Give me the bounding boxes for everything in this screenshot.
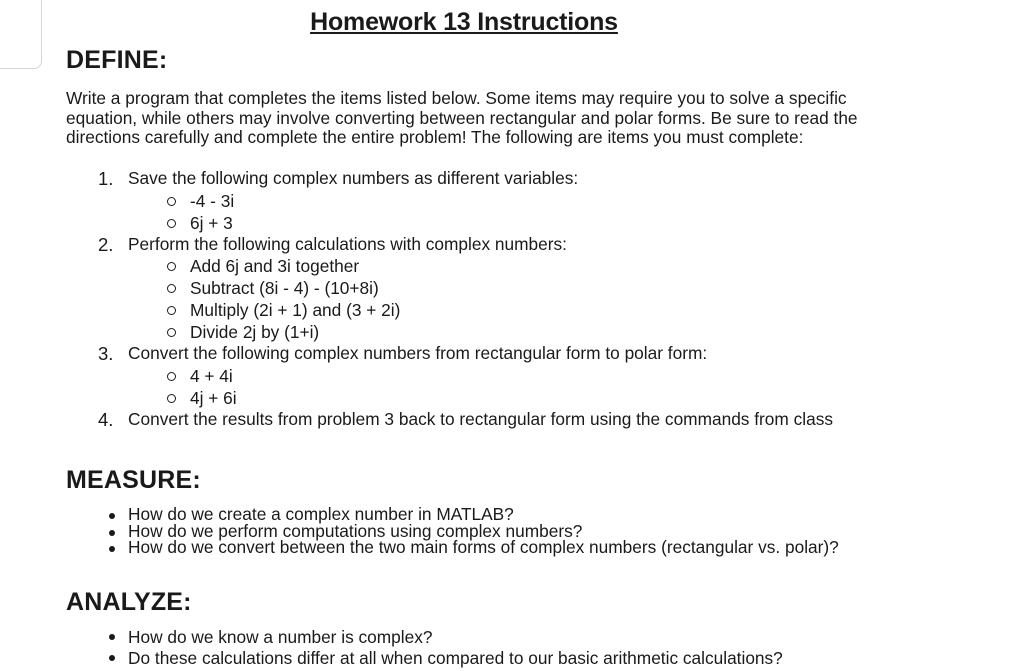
task-text: Save the following complex numbers as different variables:	[128, 168, 579, 188]
bullet-icon	[109, 655, 115, 661]
task-list	[66, 168, 866, 430]
list-item-text: How do we create a complex number in MATLAB?	[128, 504, 514, 524]
sub-item-text: 4j + 6i	[190, 387, 237, 408]
hollow-bullet-icon	[167, 394, 176, 403]
task-number: 4.	[98, 408, 114, 430]
task-item	[66, 168, 866, 234]
sub-item	[128, 212, 866, 234]
hollow-bullet-icon	[167, 328, 176, 337]
hollow-bullet-icon	[167, 197, 176, 206]
analyze-heading: ANALYZE:	[66, 588, 192, 616]
sub-item-text: -4 - 3i	[190, 190, 235, 211]
task-text: Convert the results from problem 3 back to rectangular form using the commands from class	[128, 408, 833, 429]
bullet-icon	[109, 546, 115, 552]
define-heading: DEFINE:	[66, 46, 168, 74]
sub-item-text: 4 + 4i	[190, 365, 233, 386]
list-item-text: How do we perform computations using complex numbers?	[128, 520, 583, 541]
bullet-icon	[109, 530, 115, 536]
hollow-bullet-icon	[167, 306, 176, 315]
sub-list	[128, 190, 866, 234]
define-intro: Write a program that completes the items listed below. Some items may require you to solve a specific equation, while others may involve converting between rectangular and polar forms. Be sure to read the directions carefully and complete the entire problem! The following are items you must complete:	[66, 88, 858, 148]
list-item	[66, 648, 886, 669]
task-item	[66, 409, 866, 431]
task-item	[66, 343, 866, 409]
sub-item-text: Add 6j and 3i together	[190, 256, 360, 276]
bullet-icon	[109, 513, 115, 519]
sub-item	[128, 321, 866, 343]
sub-item-text: 6j + 3	[190, 212, 233, 233]
task-text: Convert the following complex numbers from rectangular form to polar form:	[128, 343, 708, 363]
measure-heading: MEASURE:	[66, 466, 201, 494]
sub-item	[128, 190, 866, 212]
sub-item	[128, 277, 866, 299]
sub-item-text: Multiply (2i + 1) and (3 + 2i)	[190, 300, 401, 320]
task-number: 1.	[98, 168, 114, 189]
task-item	[66, 234, 866, 344]
task-number: 3.	[98, 343, 114, 364]
list-item-text: How do we convert between the two main forms of complex numbers (rectangular vs. polar)?	[128, 537, 839, 557]
list-item-text: Do these calculations differ at all when compared to our basic arithmetic calculations?	[128, 647, 783, 668]
bullet-icon	[109, 634, 115, 640]
hollow-bullet-icon	[167, 372, 176, 381]
measure-list	[66, 506, 886, 556]
task-text: Perform the following calculations with complex numbers:	[128, 233, 567, 254]
hollow-bullet-icon	[167, 262, 176, 271]
sub-item	[128, 387, 866, 409]
list-item-text: How do we know a number is complex?	[128, 627, 433, 647]
sub-item-text: Subtract (8i - 4) - (10+8i)	[190, 278, 379, 298]
sub-item	[128, 255, 866, 277]
list-item	[66, 627, 886, 648]
list-item	[66, 539, 886, 556]
sub-item-text: Divide 2j by (1+i)	[190, 322, 320, 342]
task-number: 2.	[98, 233, 114, 255]
analyze-list	[66, 627, 886, 668]
sub-list	[128, 255, 866, 343]
sub-list	[128, 365, 866, 409]
sub-item	[128, 299, 866, 321]
sub-item	[128, 365, 866, 387]
hollow-bullet-icon	[167, 284, 176, 293]
hollow-bullet-icon	[167, 219, 176, 228]
page-title: Homework 13 Instructions	[310, 8, 618, 36]
